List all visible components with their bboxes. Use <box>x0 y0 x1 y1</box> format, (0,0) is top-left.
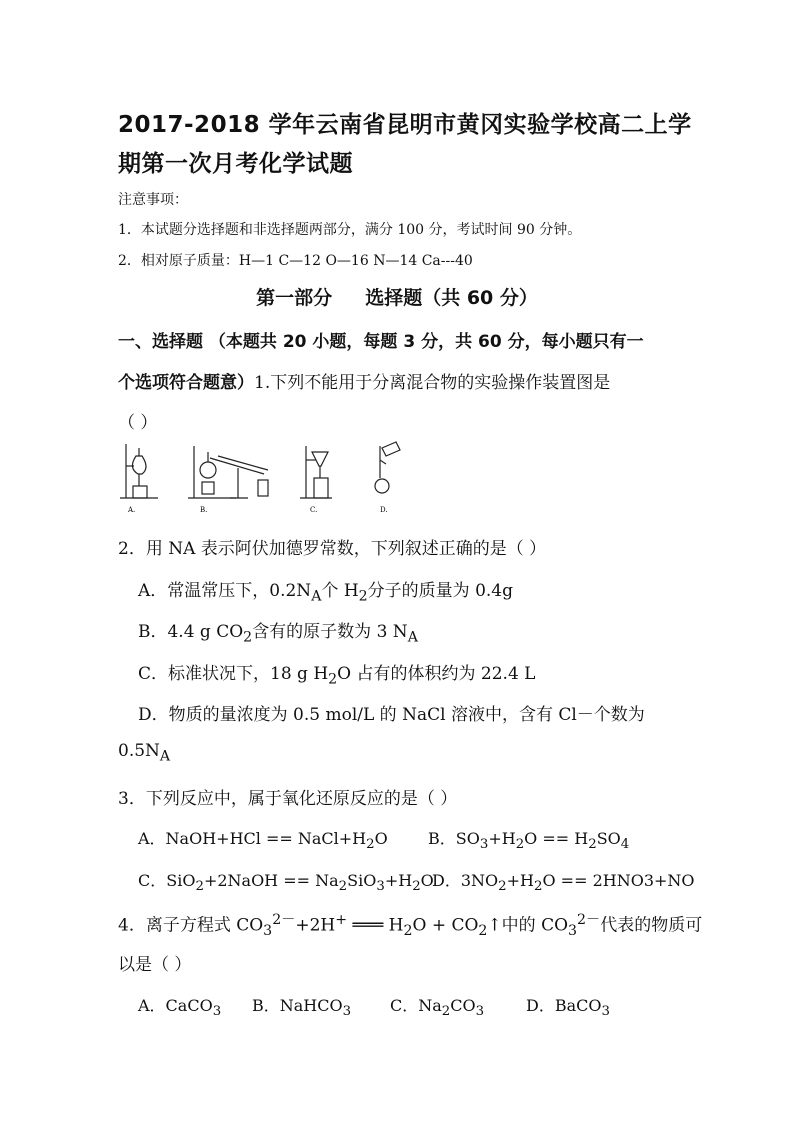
q3-stem: 3．下列反应中，属于氧化还原反应的是（ ） <box>118 789 458 809</box>
apparatus-b-distillation <box>188 446 268 498</box>
part1-heading: 一、选择题 （本题共 20 小题，每题 3 分，共 60 分，每小题只有一 <box>118 332 644 352</box>
notes-item-2: 2．相对原子质量：H—1 C—12 O—16 N—14 Ca---40 <box>118 253 473 269</box>
q4-stem: 4．离子方程式 $CO_3^{2-}+2H^+$ ═══ $H_2O$ + $CO_2↑$中的 $CO_3^{2-}$代表的物质可 <box>118 912 703 940</box>
fig-label-a: A. <box>128 506 136 514</box>
fig-label-b: B. <box>200 506 208 514</box>
q4-option-d: D．BaCO$_3$ <box>526 996 610 1020</box>
notes-item-1: 1．本试题分选择题和非选择题两部分，满分 100 分，考试时间 90 分钟。 <box>118 222 582 238</box>
q3-option-c: C．SiO$_2$+2NaOH == $Na_2SiO_3+H_2O$ <box>138 871 434 895</box>
q3-option-d: D．$3NO_2+H_2O == 2HNO3+NO$ <box>432 871 695 895</box>
apparatus-d-volumetric-flask <box>375 442 400 493</box>
exam-title-line1: 2017-2018 学年云南省昆明市黄冈实验学校高二上学 <box>118 112 692 138</box>
part1-heading-bold-2: 个选项符合题意） <box>118 373 254 393</box>
q2-option-d: D．物质的量浓度为 0.5 mol/L 的 NaCl 溶液中，含有 Cl－个数为 <box>138 705 645 725</box>
q4-option-b: B．NaHCO$_3$ <box>252 996 352 1020</box>
q2-option-a: A．常温常压下，$0.2N_A$个 $H_2$分子的质量为 0.4g <box>138 581 513 605</box>
apparatus-c-filtration <box>300 446 332 498</box>
q3-option-b: B．$SO_3+H_2O == H_2SO_4$ <box>428 829 630 853</box>
part1-heading-cont <box>118 368 610 393</box>
q4-stem-cont: 以是（ ） <box>118 955 192 975</box>
q2-option-d-cont: $0.5N_A$ <box>118 741 171 765</box>
notes-heading: 注意事项： <box>118 192 188 208</box>
exam-title-line2: 期第一次月考化学试题 <box>118 151 353 177</box>
fig-label-d: D. <box>380 506 388 514</box>
q2-stem: 2．用 NA 表示阿伏加德罗常数，下列叙述正确的是（ ） <box>118 539 547 559</box>
q4-option-a: A．CaCO$_3$ <box>138 996 222 1020</box>
q4-option-c: C．$Na_2CO_3$ <box>390 996 485 1020</box>
q1-paren: （ ） <box>118 413 158 433</box>
apparatus-a-separatory-funnel <box>120 444 158 498</box>
q3-option-a: A．NaOH+HCl == $NaCl+H_2O$ <box>138 829 388 853</box>
fig-label-c: C. <box>310 506 318 514</box>
q2-option-b: B．4.4 g $CO_2$含有的原子数为 3 $N_A$ <box>138 622 418 646</box>
apparatus-figure <box>118 440 418 516</box>
section-title: 第一部分 选择题（共 60 分） <box>256 287 538 309</box>
q2-option-c: C．标准状况下，18 g $H_2O$ 占有的体积约为 22.4 L <box>138 664 536 688</box>
q1-text: 1.下列不能用于分离混合物的实验操作装置图是 <box>254 373 611 393</box>
